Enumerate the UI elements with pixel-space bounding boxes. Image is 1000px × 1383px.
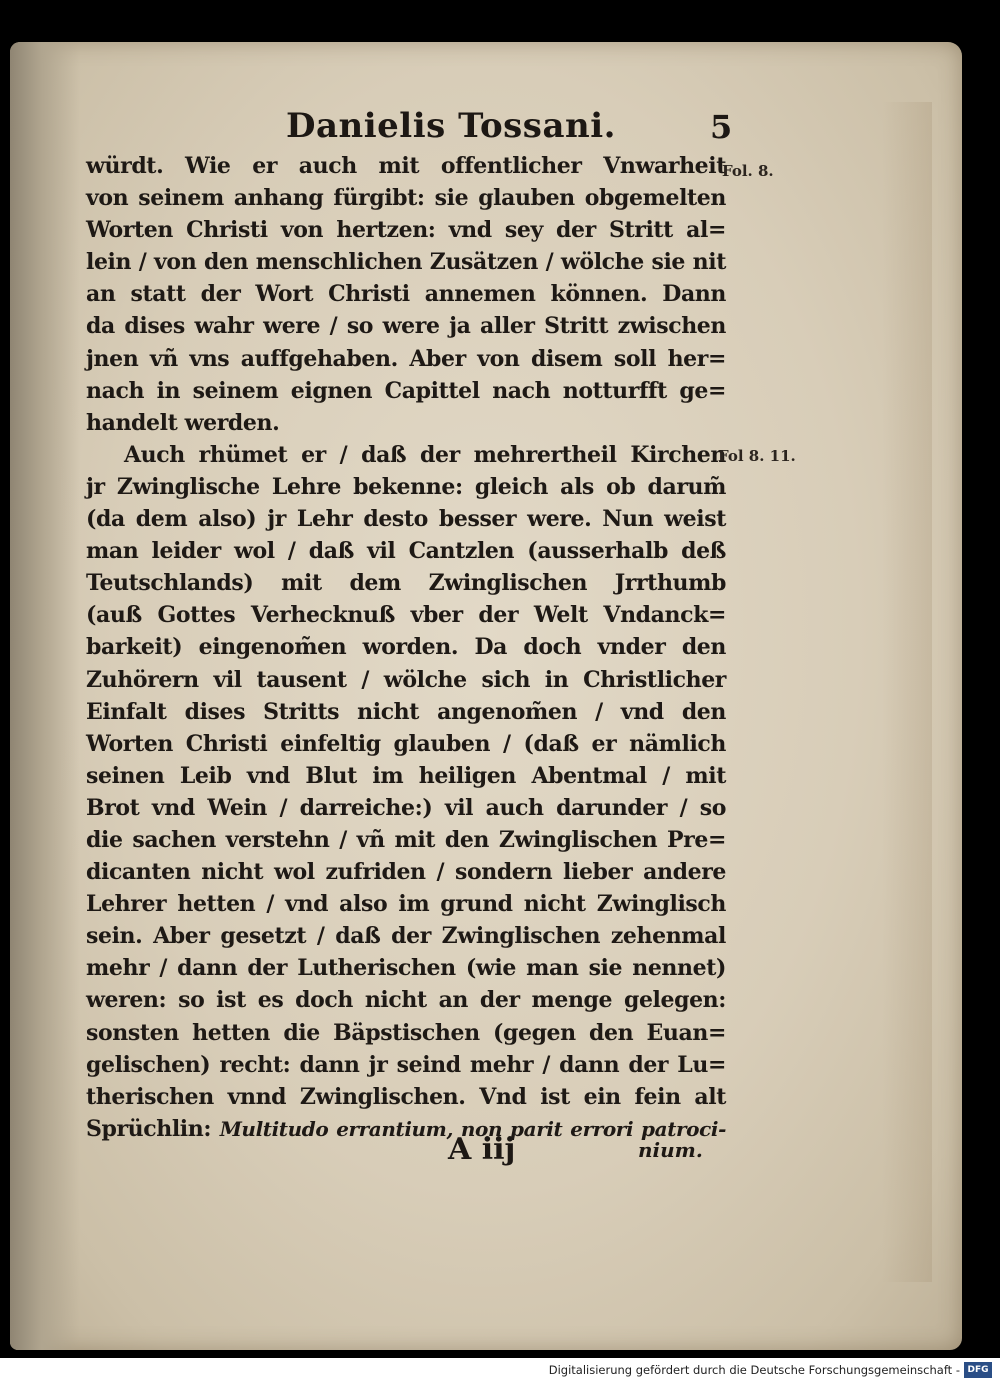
text-line: Auch rhümet er / daß der mehrertheil Kirchen [124,441,726,468]
text-line: mehr / dann der Lutherischen (wie man sie nennet) [86,955,726,982]
text-line: (da dem also) jr Lehr desto besser were. Nun weist [86,506,726,533]
text-line: Teutschlands) mit dem Zwinglischen Jrrthumb [86,570,726,597]
marginal-note: Fol 8. 11. [718,447,796,465]
book-page-scan [10,42,962,1350]
text-line: lein / von den menschlichen Zusätzen / wölche sie nit [86,249,726,276]
text-line: man leider wol / daß vil Cantzlen (ausserhalb deß [86,538,726,565]
text-line: (auß Gottes Verhecknuß vber der Welt Vndanck= [86,602,726,629]
page-number: 5 [710,108,733,146]
page-footer [10,1132,962,1172]
text-line: jnen vñ vns auffgehaben. Aber von disem soll her= [86,345,726,372]
text-line: Einfalt dises Stritts nicht angenom̃en / vnd den [86,698,726,725]
text-line: barkeit) eingenom̃en worden. Da doch vnder den [86,634,726,661]
page-edge-shading [882,102,932,1282]
body-text [86,150,726,1145]
text-line: jr Zwinglische Lehre bekenne: gleich als ob darum̃ [86,473,726,500]
credit-bar [0,1358,1000,1383]
text-line: dicanten nicht wol zufriden / sondern lieber andere [86,859,726,886]
text-line: Worten Christi von hertzen: vnd sey der Stritt al= [86,217,726,244]
text-line: Lehrer hetten / vnd also im grund nicht Zwinglisch [86,891,726,918]
text-line: Brot vnd Wein / darreiche:) vil auch darunder / so [86,794,726,821]
text-line: würdt. Wie er auch mit offentlicher Vnwarheit [86,153,726,179]
text-line: gelischen) recht: dann jr seind mehr / dann der Lu= [86,1051,726,1078]
signature-mark: A iij [448,1132,516,1167]
running-title: Danielis Tossani. [286,106,616,146]
catchword: nium. [638,1138,703,1162]
text-line: seinen Leib vnd Blut im heiligen Abentmal / mit [86,762,726,789]
text-line: sein. Aber gesetzt / daß der Zwinglischen zehenmal [86,923,726,950]
text-line: die sachen verstehn / vñ mit den Zwinglischen Pre= [86,826,726,853]
text-line: weren: so ist es doch nicht an der menge gelegen: [86,987,726,1014]
marginal-note: Fol. 8. [722,162,774,180]
text-line: therischen vnnd Zwinglischen. Vnd ist ein fein alt [86,1083,726,1110]
text-line: Worten Christi einfeltig glauben / (daß er nämlich [86,730,726,757]
latin-quote: Multitudo errantium, non parit errori patroci- [219,1116,726,1141]
text-line: da dises wahr were / so were ja aller Stritt zwischen [86,313,726,340]
text-line-german: Sprüchlin: [86,1115,220,1142]
funding-credit: Digitalisierung gefördert durch die Deutsche Forschungsgemeinschaft - [548,1363,960,1377]
text-line: Zuhörern vil tausent / wölche sich in Christlicher [86,666,726,693]
text-line: sonsten hetten die Bäpstischen (gegen den Euan= [86,1019,726,1046]
text-line: handelt werden. [86,409,280,436]
dfg-logo: DFG [964,1362,992,1378]
text-line: nach in seinem eignen Capittel nach notturfft ge= [86,377,726,404]
text-line: von seinem anhang fürgibt: sie glauben obgemelten [86,185,726,212]
page-header [10,106,962,156]
text-line: an statt der Wort Christi annemen können. Dann [86,281,726,308]
